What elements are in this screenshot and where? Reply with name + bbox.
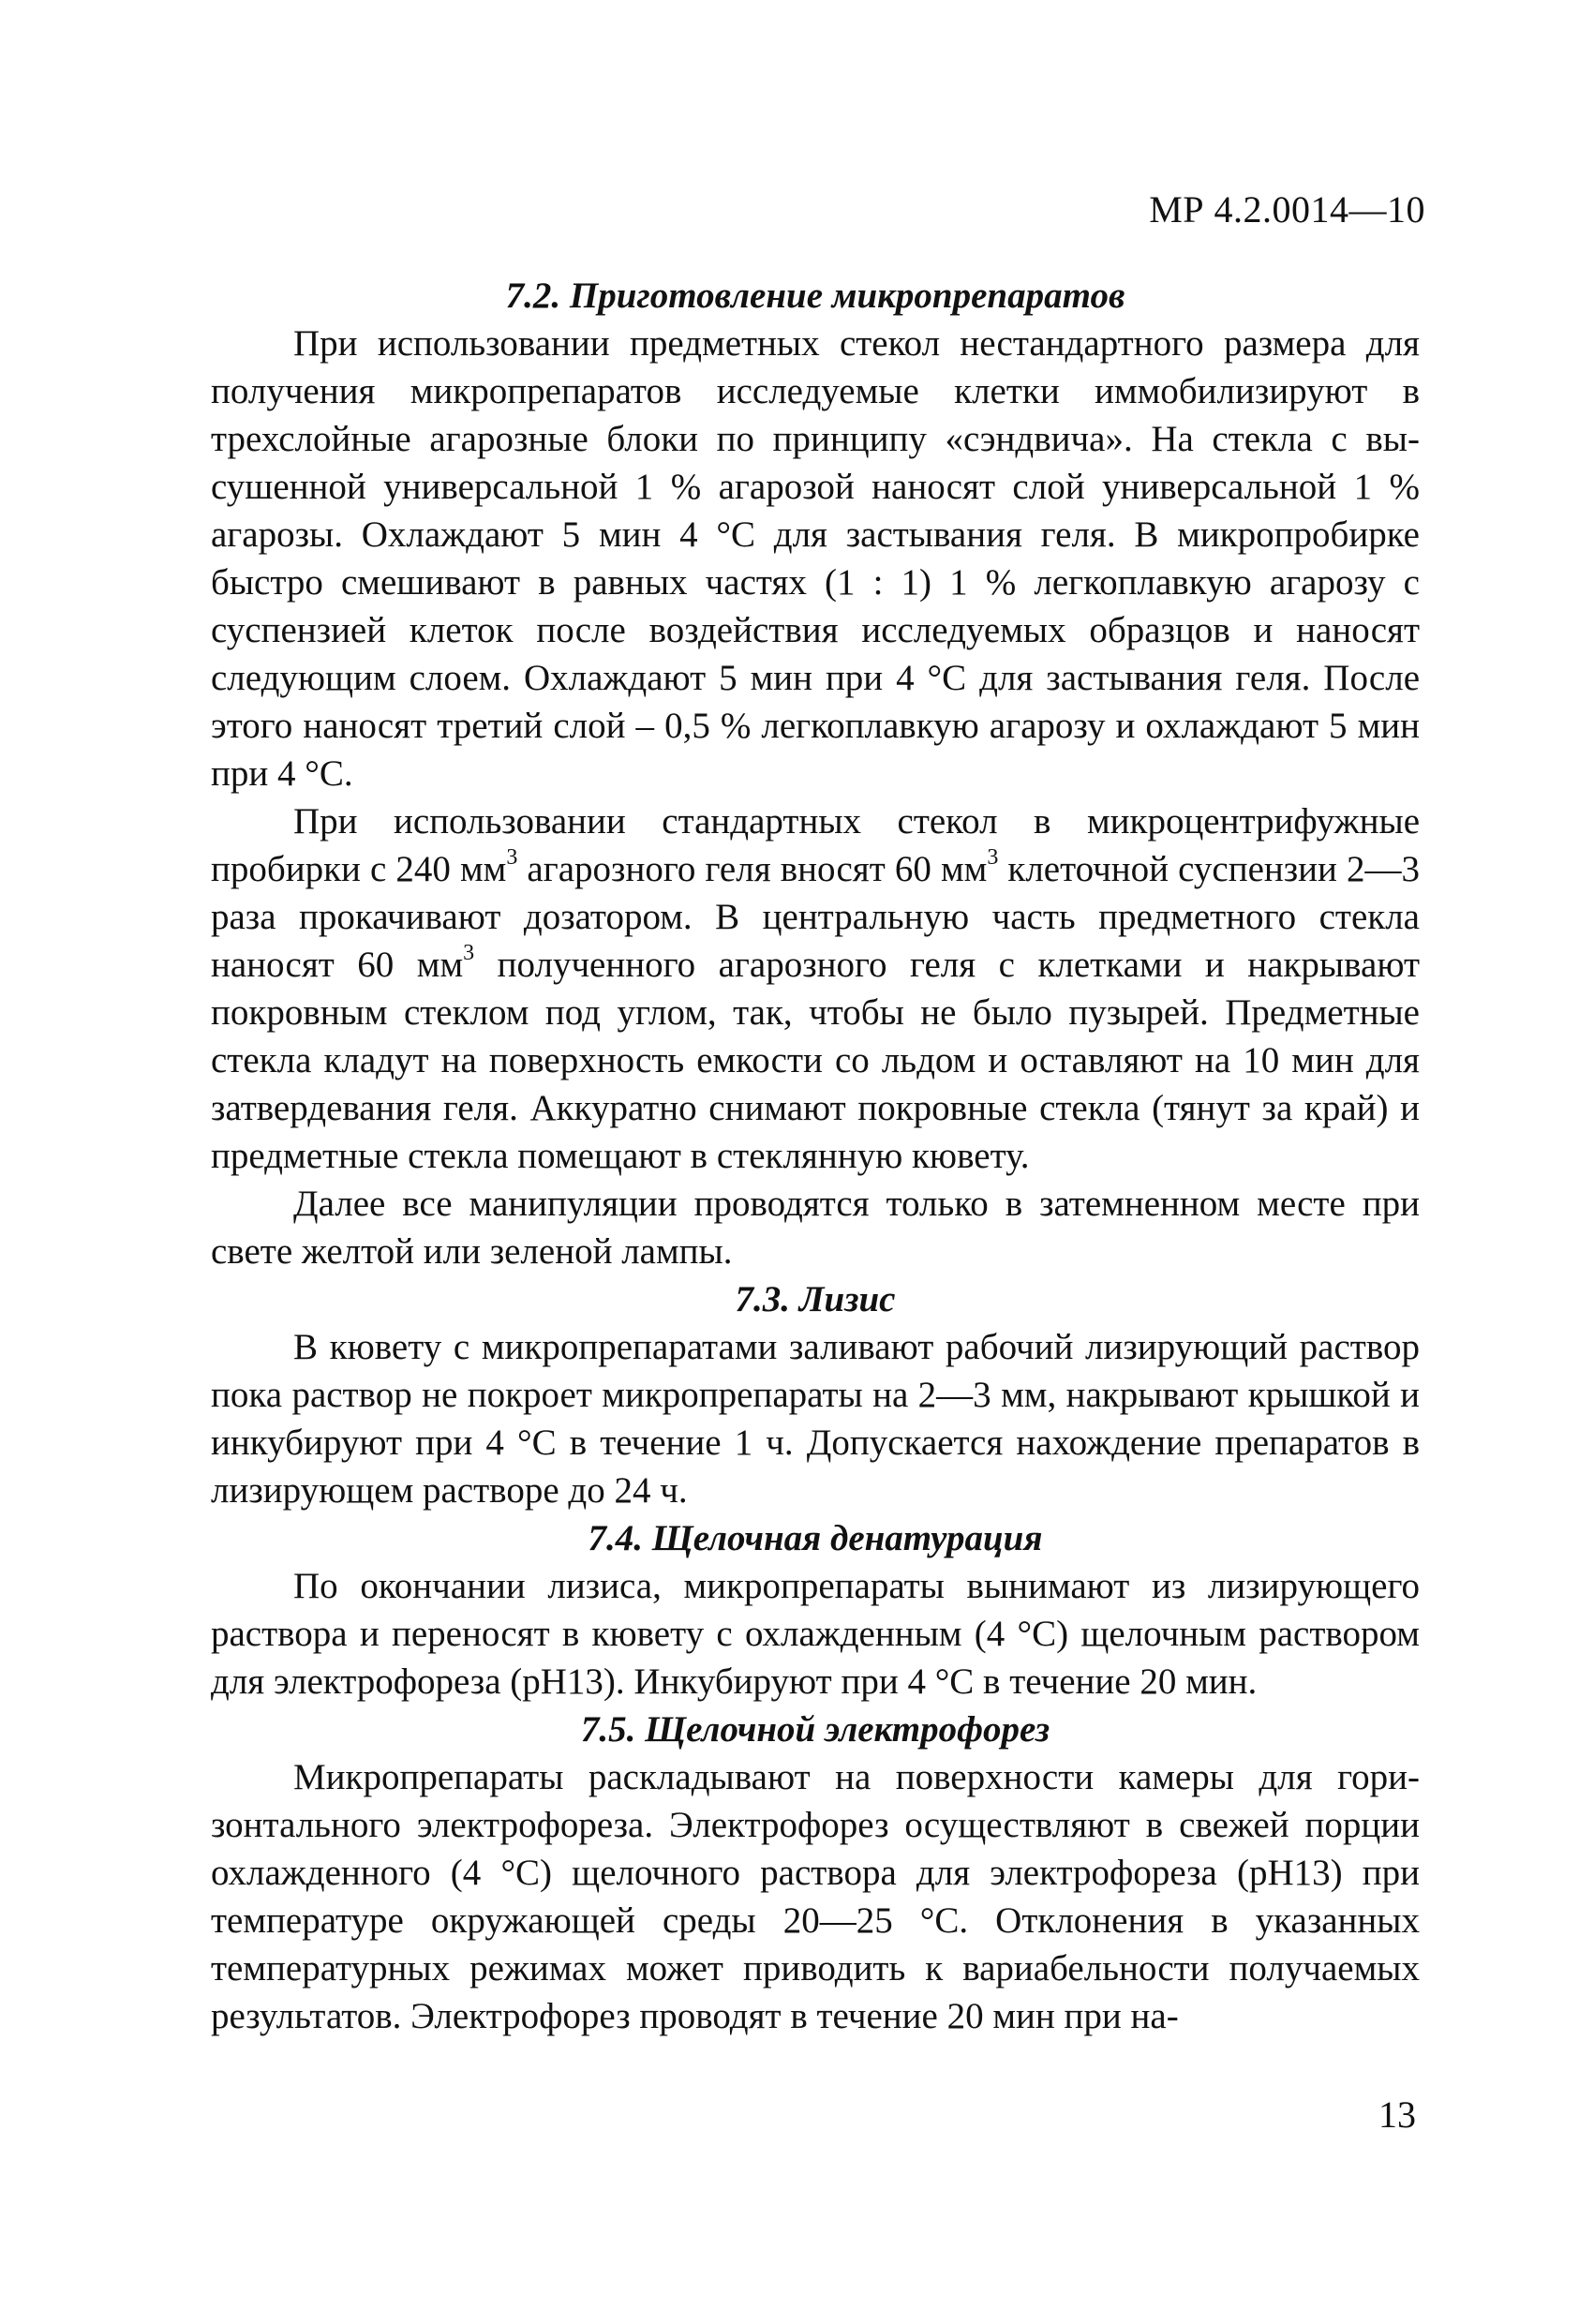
- paragraph-7-4-1: По окончании лизиса, микропрепараты вынимают из лизирующего раствора и переносят в кювету с охлажденным (4 °С) щелочным раствором для электрофореза (рН13). Инкубируют при 4 °С в течение 20 мин.: [211, 1566, 1420, 1702]
- section-heading-7-3: 7.3. Лизис: [735, 1279, 896, 1319]
- paragraph-7-5-1: Микропрепараты раскладывают на поверхности камеры для горизонтального электрофореза. Электрофорез осуществляют в свежей порции охлажденного (4 °С) щелочного раствора для электрофореза (рН13) при температуре окружающей среды 20—25 °С. Отклонения в указанных температурных режимах может приводить к вариабельности получаемых результатов. Электрофорез проводят в течение 20 мин при на-: [211, 1757, 1420, 2036]
- paragraph-7-2-2: [211, 797, 1420, 1180]
- paragraph-7-2-3: Далее все манипуляции проводятся только в затемненном месте при свете желтой или зеленой лампы.: [211, 1184, 1420, 1272]
- superscript-3: 3: [463, 941, 475, 965]
- section-heading-7-2: 7.2. Приготовление микропрепаратов: [505, 276, 1125, 316]
- paragraph-7-2-2-text-4: полученного агарозного геля с клетками и накрывают покровным стеклом под углом, так, чтобы не было пузырей. Предметные стекла кладут на поверхность емкости со льдом и оставляют на 10 мин для затвердевания геля. Аккуратно снимают покровные стекла (тянут за край) и предметные стекла помещают в стеклянную кювету.: [211, 945, 1420, 1176]
- superscript-3: 3: [987, 845, 999, 870]
- document-code: МР 4.2.0014—10: [1149, 188, 1425, 231]
- paragraph-7-2-1: При использовании предметных стекол нестандартного размера для получения микропрепаратов исследуемые клетки иммобилизируют в трехслойные агарозные блоки по принципу «сэндвича». На стекла с высушенной универсальной 1 % агарозой наносят слой универсальной 1 % агарозы. Охлаждают 5 мин 4 °С для застывания геля. В микропробирке быстро смешивают в равных частях (1 : 1) 1 % легкоплавкую агарозу с суспензией клеток после воздействия исследуемых образцов и наносят следующим слоем. Охлаждают 5 мин при 4 °С для застывания геля. После этого наносят третий слой – 0,5 % легкоплавкую агарозу и охлаждают 5 мин при 4 °С.: [211, 323, 1420, 794]
- paragraph-7-2-2-text-1: При использовании стандартных стекол в микроцентрифужные пробирки с 240 мм: [211, 801, 1420, 889]
- document-body: [211, 272, 1420, 2040]
- section-heading-7-4: 7.4. Щелочная денатурация: [588, 1518, 1043, 1558]
- paragraph-7-3-1: В кювету с микропрепаратами заливают рабочий лизирующий раствор пока раствор не покроет микропрепараты на 2—3 мм, накрывают крышкой и инкубируют при 4 °С в течение 1 ч. Допускается нахождение препаратов в лизирующем растворе до 24 ч.: [211, 1327, 1420, 1511]
- page-number: 13: [1378, 2093, 1416, 2136]
- paragraph-7-2-2-text-3: клеточной суспензии 2—3 раза прокачивают дозатором. В центральную часть предметного стекла наносят 60 мм: [211, 849, 1420, 985]
- superscript-3: 3: [506, 845, 518, 870]
- section-heading-7-5: 7.5. Щелочной электрофорез: [580, 1709, 1050, 1750]
- paragraph-7-2-2-text-2: агарозного геля вносят 60 мм: [517, 849, 988, 889]
